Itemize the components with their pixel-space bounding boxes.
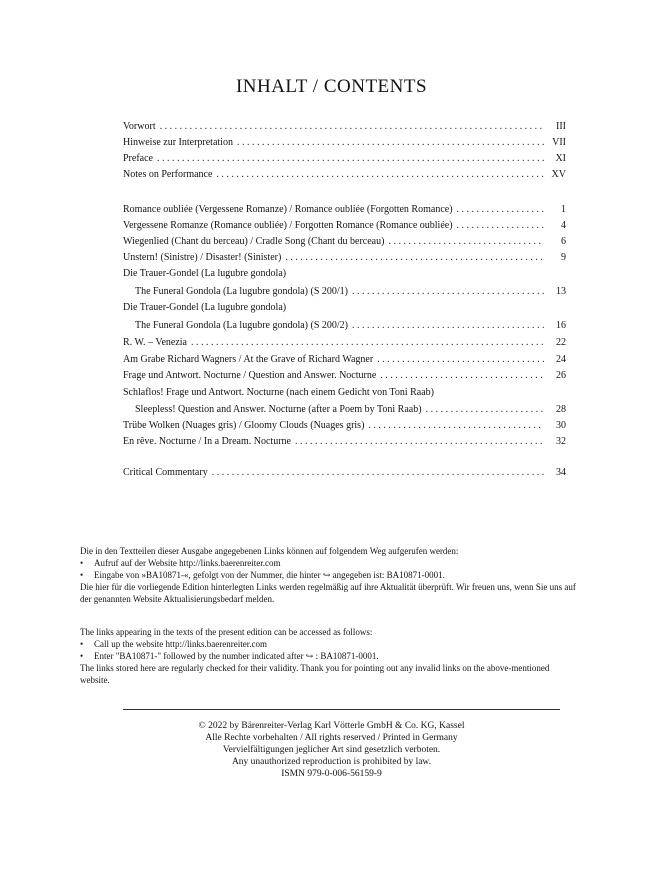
- toc-entry-label: Die Trauer-Gondel (La lugubre gondola): [123, 268, 287, 279]
- toc-entry-label: Vorwort: [123, 121, 156, 132]
- toc-entry-page: 28: [556, 404, 566, 415]
- toc-entry: [123, 370, 566, 385]
- note-bullet-text: Enter "BA10871-" followed by the number indicated after ↪ : BA10871-0001.: [94, 651, 379, 661]
- toc-entry-page: 34: [556, 467, 566, 478]
- copyright-line: © 2022 by Bärenreiter-Verlag Karl Vötterle GmbH & Co. KG, Kassel: [198, 721, 465, 731]
- toc-entry-label: Trübe Wolken (Nuages gris) / Gloomy Clouds (Nuages gris): [123, 420, 365, 431]
- toc-entry: [123, 337, 566, 352]
- note-outro: Die hier für die vorliegende Edition hinterlegten Links werden regelmäßig auf ihre Aktualität überprüft. Wir freuen uns, wenn Sie uns auf der genannten Website Aktualisierungsbedarf melden.: [80, 582, 576, 604]
- leader-dots: [380, 370, 544, 381]
- toc-entry-page: 1: [561, 204, 566, 215]
- toc-entry-page: III: [556, 121, 566, 132]
- toc-entry-label: Frage und Antwort. Nocturne / Question and Answer. Nocturne: [123, 370, 377, 381]
- leader-dots: [426, 404, 544, 415]
- toc-entry-page: XV: [551, 169, 566, 180]
- toc-entry-label: R. W. – Venezia: [123, 337, 187, 348]
- toc-entry-label: Vergessene Romanze (Romance oubliée) / Forgotten Romance (Romance oubliée): [123, 220, 453, 231]
- leader-dots: [237, 137, 544, 148]
- rights-line: Alle Rechte vorbehalten / All rights reserved / Printed in Germany: [205, 733, 458, 743]
- toc-entry: [123, 420, 566, 435]
- toc-entry-page: 30: [556, 420, 566, 431]
- toc-entry-page: XI: [555, 153, 566, 164]
- toc-entry-label: Unstern! (Sinistre) / Disaster! (Sinister): [123, 252, 282, 263]
- toc-entry: [123, 169, 566, 184]
- toc-entry-label: Notes on Performance: [123, 169, 213, 180]
- toc-entry: [123, 153, 566, 168]
- toc-entry-page: VII: [552, 137, 566, 148]
- page-title: INHALT / CONTENTS: [235, 76, 428, 97]
- bullet-icon: •: [80, 639, 84, 649]
- toc-entry-label: Romance oubliée (Vergessene Romanze) / Romance oubliée (Forgotten Romance): [123, 204, 453, 215]
- bullet-icon: •: [80, 570, 84, 580]
- leader-dots: [352, 320, 544, 331]
- note-intro: Die in den Textteilen dieser Ausgabe angegebenen Links können auf folgendem Weg aufgerufen werden:: [80, 546, 459, 556]
- note-intro: The links appearing in the texts of the present edition can be accessed as follows:: [80, 627, 373, 637]
- note-bullet: [80, 569, 580, 581]
- toc-entry-page: 22: [556, 337, 566, 348]
- links-note-english: [80, 626, 580, 686]
- leader-dots: [191, 337, 544, 348]
- leader-dots: [352, 286, 544, 297]
- toc-entry: [123, 252, 566, 267]
- toc-entry-heading: [123, 268, 566, 283]
- bullet-icon: •: [80, 558, 84, 568]
- toc-entry-label: En rêve. Nocturne / In a Dream. Nocturne: [123, 436, 291, 447]
- leader-dots: [157, 153, 544, 164]
- links-note-german: [80, 545, 580, 605]
- leader-dots: [160, 121, 544, 132]
- toc-entry-label: Am Grabe Richard Wagners / At the Grave of Richard Wagner: [123, 354, 374, 365]
- leader-dots: [285, 252, 544, 263]
- toc-entry: [123, 137, 566, 152]
- note-outro: The links stored here are regularly checked for their validity. Thank you for pointing out any invalid links on the above-mentioned website.: [80, 663, 550, 685]
- note-bullet-text: Call up the website http://links.baerenreiter.com: [94, 639, 267, 649]
- toc-entry-page: 6: [561, 236, 566, 247]
- toc-entry: [123, 236, 566, 251]
- toc-entry: [123, 436, 566, 451]
- toc-entry: [123, 320, 566, 335]
- toc-entry-page: 24: [556, 354, 566, 365]
- imprint: [0, 720, 663, 780]
- toc-entry-heading: [123, 387, 566, 402]
- toc-entry: [123, 404, 566, 419]
- toc-entry-label: Sleepless! Question and Answer. Nocturne (after a Poem by Toni Raab): [135, 404, 422, 415]
- note-bullet-text: Eingabe von »BA10871-«, gefolgt von der Nummer, die hinter ↪ angegeben ist: BA10871-0001.: [94, 570, 445, 580]
- note-bullet: [80, 650, 580, 662]
- toc-entry-page: 26: [556, 370, 566, 381]
- toc-entry-label: Critical Commentary: [123, 467, 208, 478]
- ismn-line: ISMN 979-0-006-56159-9: [281, 769, 382, 779]
- toc-entry-label: The Funeral Gondola (La lugubre gondola) (S 200/2): [135, 320, 349, 331]
- leader-dots: [216, 169, 544, 180]
- note-bullet: [80, 557, 580, 569]
- divider: [123, 709, 560, 710]
- bullet-icon: •: [80, 651, 84, 661]
- toc-entry-label: Die Trauer-Gondel (La lugubre gondola): [123, 302, 287, 313]
- toc-entry-label: The Funeral Gondola (La lugubre gondola) (S 200/1): [135, 286, 349, 297]
- leader-dots: [368, 420, 544, 431]
- toc-entry: [123, 354, 566, 369]
- toc-entry-label: Wiegenlied (Chant du berceau) / Cradle Song (Chant du berceau): [123, 236, 385, 247]
- toc-entry-label: Hinweise zur Interpretation: [123, 137, 233, 148]
- toc-entry: [123, 121, 566, 136]
- note-bullet: [80, 638, 580, 650]
- leader-dots: [212, 467, 544, 478]
- toc-entry-label: Schlaflos! Frage und Antwort. Nocturne (nach einem Gedicht von Toni Raab): [123, 387, 434, 398]
- toc-entry-page: 4: [561, 220, 566, 231]
- leader-dots: [388, 236, 544, 247]
- leader-dots: [457, 204, 544, 215]
- reproduction-en-line: Any unauthorized reproduction is prohibited by law.: [231, 757, 432, 767]
- toc-entry-page: 9: [561, 252, 566, 263]
- toc-entry: [123, 286, 566, 301]
- toc-entry-label: Preface: [123, 153, 153, 164]
- leader-dots: [457, 220, 544, 231]
- toc-entry: [123, 204, 566, 219]
- toc-entry: [123, 467, 566, 482]
- toc-entry: [123, 220, 566, 235]
- toc-entry-page: 13: [556, 286, 566, 297]
- leader-dots: [377, 354, 544, 365]
- note-bullet-text: Aufruf auf der Website http://links.baerenreiter.com: [94, 558, 281, 568]
- toc-entry-page: 16: [556, 320, 566, 331]
- toc-entry-heading: [123, 302, 566, 317]
- reproduction-de-line: Vervielfältigungen jeglicher Art sind gesetzlich verboten.: [222, 745, 441, 755]
- leader-dots: [295, 436, 544, 447]
- toc-entry-page: 32: [556, 436, 566, 447]
